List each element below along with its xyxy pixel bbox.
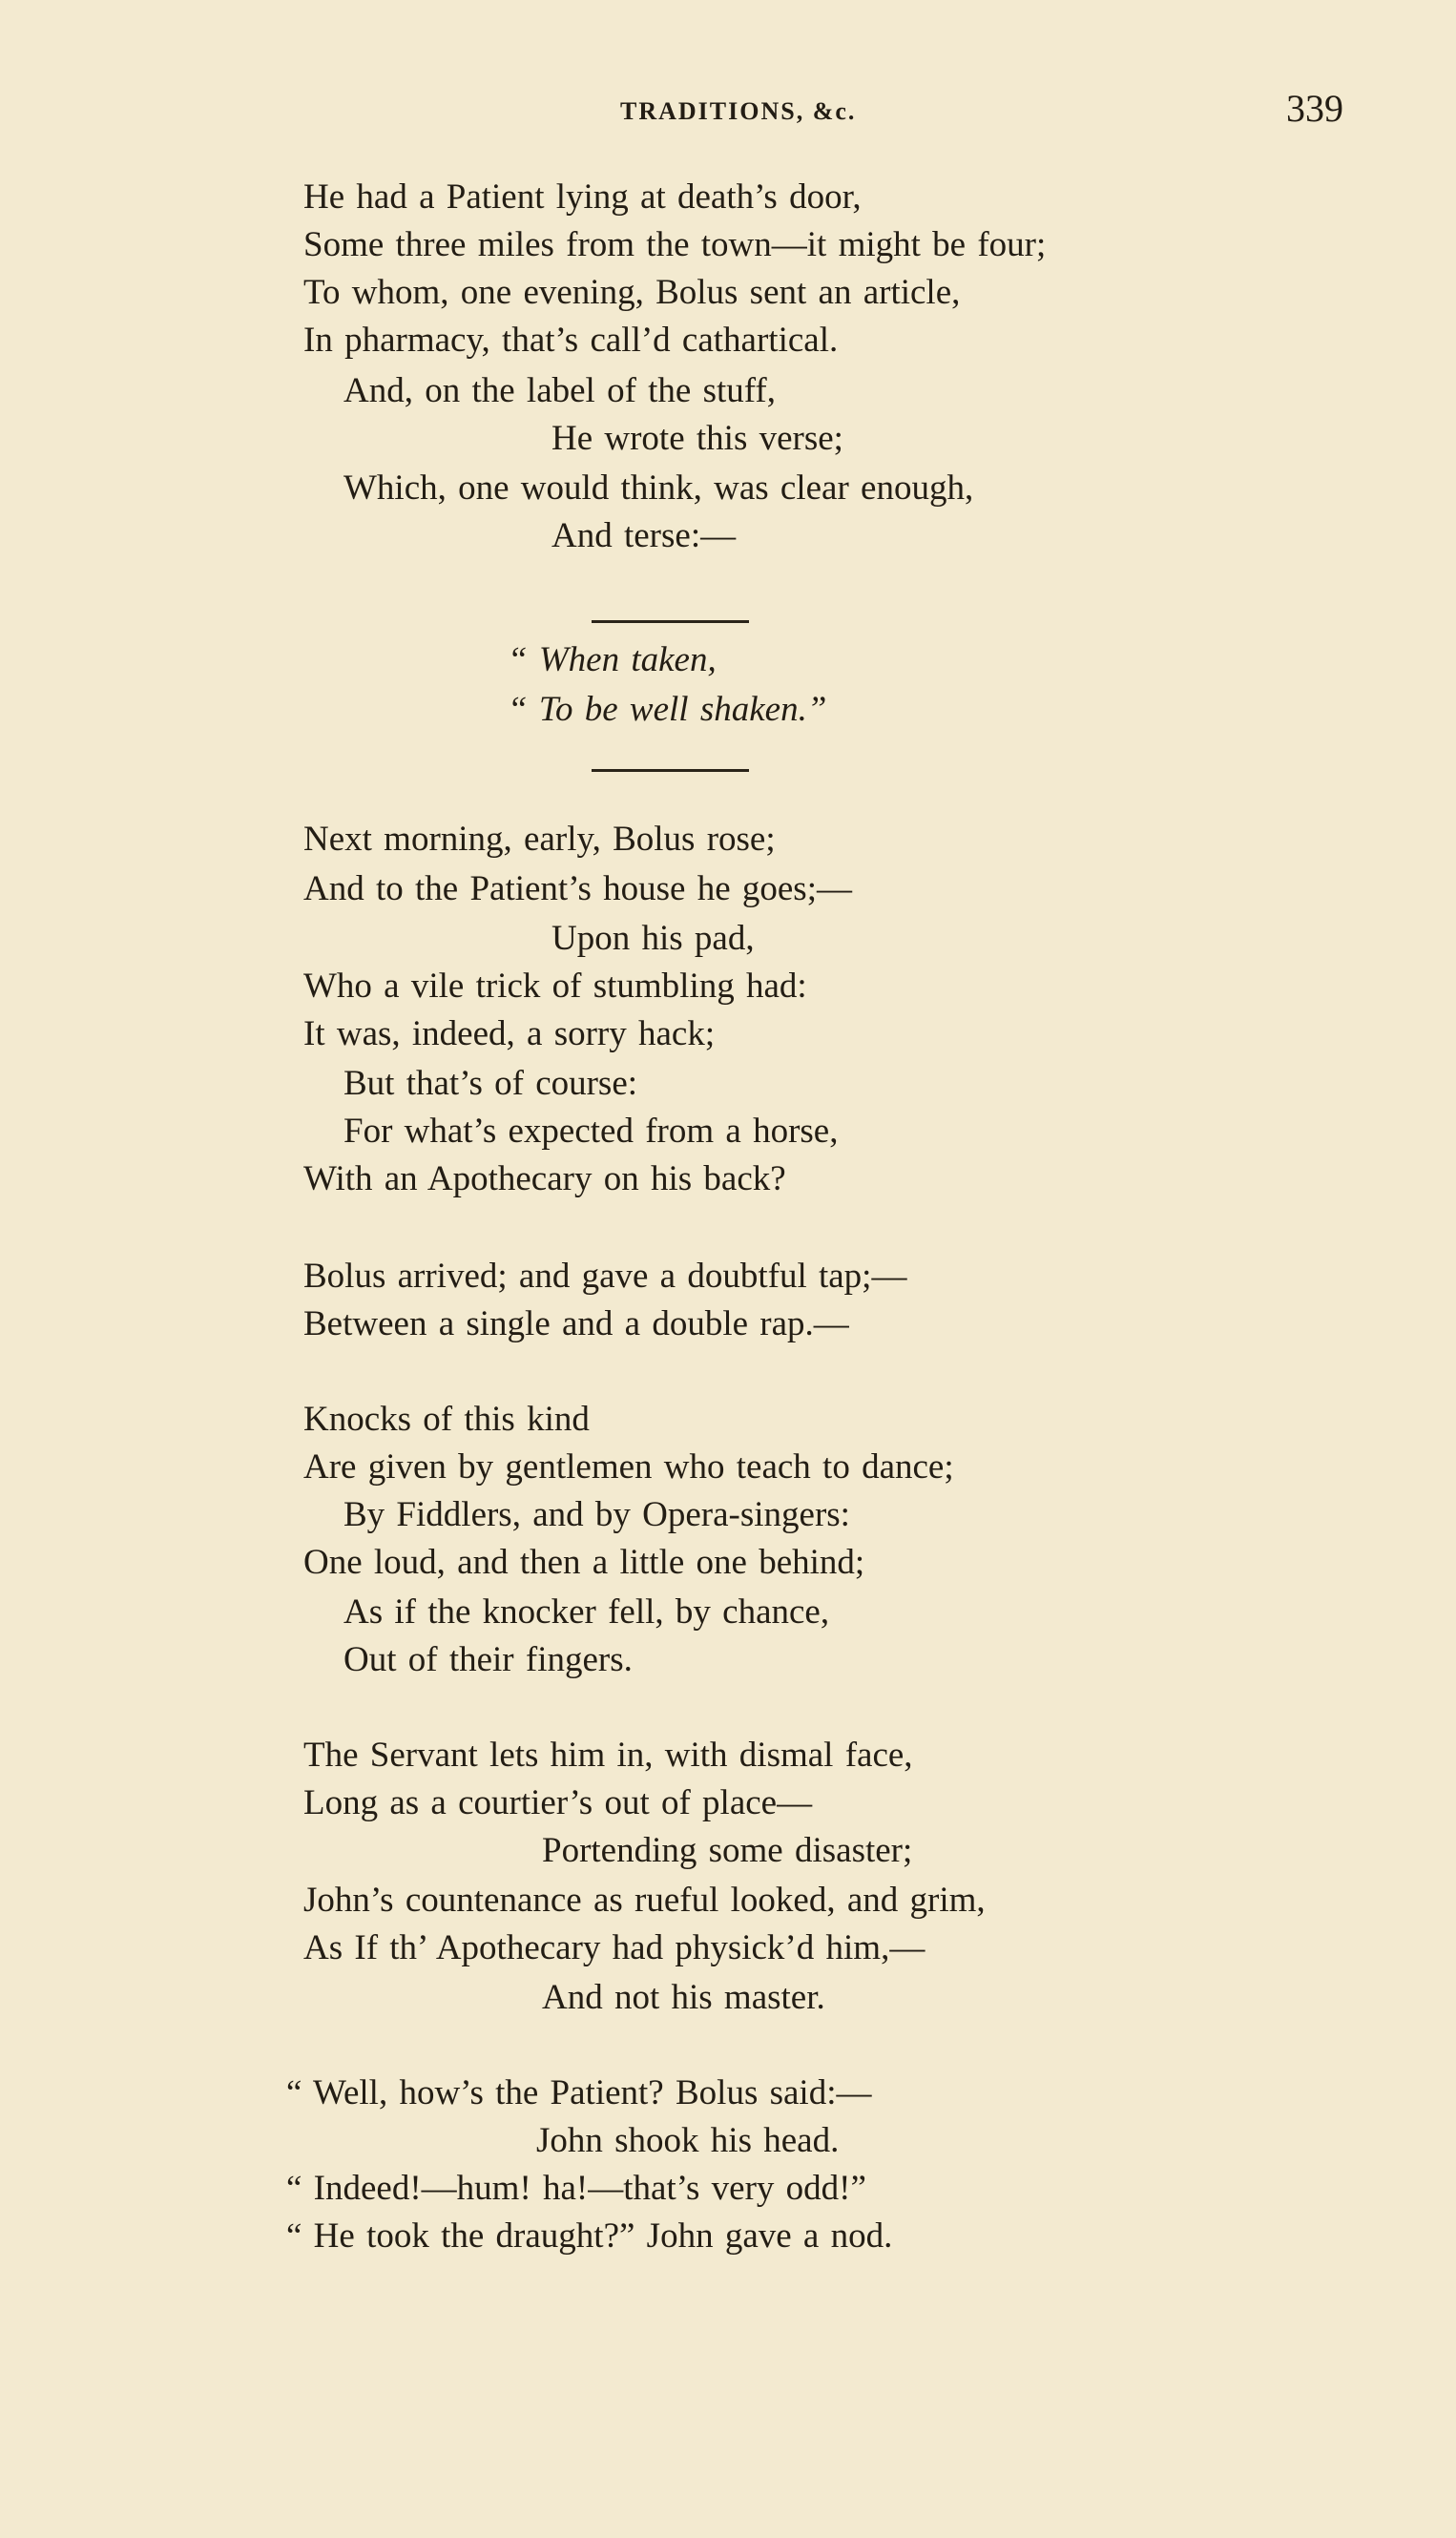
verse-line: Are given by gentlemen who teach to dance; (303, 1447, 954, 1487)
verse-line: “ Indeed!—hum! ha!—that’s very odd!” (286, 2169, 866, 2208)
verse-line: “ He took the draught?” John gave a nod. (286, 2216, 893, 2256)
rule-bottom (592, 769, 749, 772)
rule-top (592, 620, 749, 623)
verse-line: The Servant lets him in, with dismal face, (303, 1736, 913, 1775)
verse-line: With an Apothecary on his back? (303, 1159, 786, 1198)
verse-line: And, on the label of the stuff, (343, 371, 777, 410)
verse-line: He wrote this verse; (551, 419, 843, 458)
verse-line: As if the knocker fell, by chance, (343, 1592, 830, 1632)
verse-line: Which, one would think, was clear enough, (343, 468, 974, 508)
verse-line: In pharmacy, that’s call’d cathartical. (303, 321, 839, 360)
page-number: 339 (1286, 87, 1343, 130)
verse-line: By Fiddlers, and by Opera-singers: (343, 1495, 850, 1534)
verse-line: Out of their fingers. (343, 1640, 633, 1679)
verse-line: He had a Patient lying at death’s door, (303, 177, 862, 217)
page-header (0, 86, 1456, 143)
verse-line: Long as a courtier’s out of place— (303, 1783, 813, 1822)
verse-line: Between a single and a double rap.— (303, 1304, 849, 1343)
verse-line: Upon his pad, (551, 919, 755, 958)
verse-line: As If th’ Apothecary had physick’d him,— (303, 1928, 926, 1967)
verse-line: Some three miles from the town—it might be four; (303, 225, 1047, 264)
verse-line: Knocks of this kind (303, 1400, 590, 1439)
verse-line: John shook his head. (536, 2121, 840, 2160)
verse-line: Next morning, early, Bolus rose; (303, 820, 776, 859)
verse-line: And terse:— (551, 516, 737, 555)
verse-line: Bolus arrived; and gave a doubtful tap;— (303, 1257, 907, 1296)
verse-line: And to the Patient’s house he goes;— (303, 869, 852, 908)
verse-line: Who a vile trick of stumbling had: (303, 967, 807, 1006)
verse-line: John’s countenance as rueful looked, and grim, (303, 1881, 986, 1920)
verse-line: Portending some disaster; (542, 1831, 913, 1870)
verse-line: It was, indeed, a sorry hack; (303, 1014, 716, 1053)
verse-line: For what’s expected from a horse, (343, 1112, 839, 1151)
running-head: TRADITIONS, &c. (620, 97, 857, 125)
inscription-line: “ To be well shaken.” (508, 690, 827, 729)
verse-line: To whom, one evening, Bolus sent an article, (303, 273, 961, 312)
verse-line: And not his master. (542, 1978, 825, 2017)
inscription-line: “ When taken, (508, 640, 717, 679)
verse-line: “ Well, how’s the Patient? Bolus said:— (286, 2073, 872, 2112)
verse-line: But that’s of course: (343, 1064, 638, 1103)
verse-line: One loud, and then a little one behind; (303, 1543, 865, 1582)
